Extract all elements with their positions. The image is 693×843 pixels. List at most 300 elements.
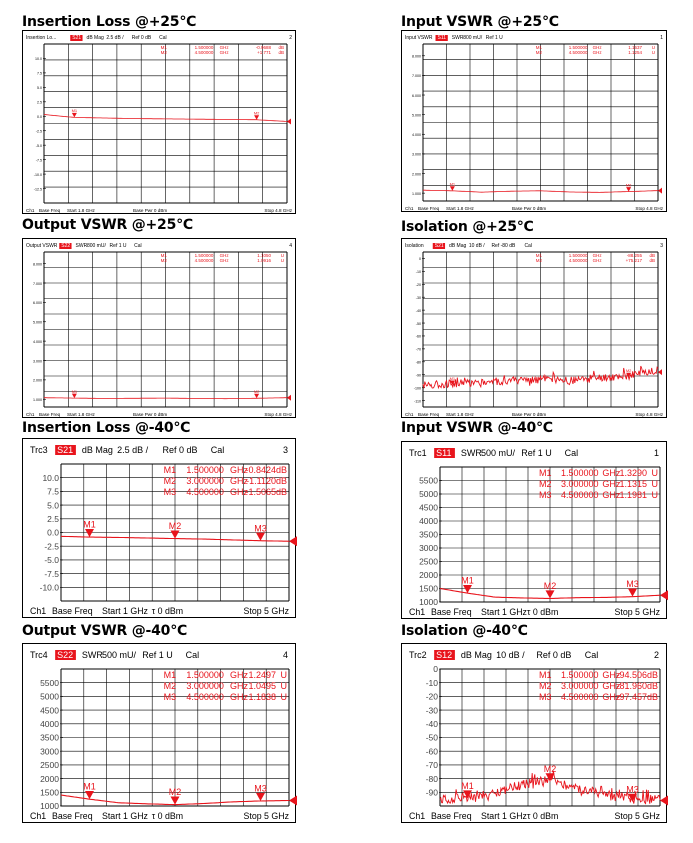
footer-stop: Stop 5 GHz	[614, 607, 660, 617]
marker-readout-name: M3	[163, 692, 177, 702]
y-tick-label: -30	[425, 705, 438, 716]
marker-readout-unit: GHz	[592, 45, 602, 50]
y-tick-label: 7.000	[412, 74, 421, 79]
chart-svg	[23, 644, 297, 824]
marker-readout-name: M2	[535, 50, 543, 55]
y-tick-label: 2.5	[47, 513, 59, 524]
footer-channel: Ch1	[30, 811, 47, 821]
y-tick-label: -2.5	[44, 541, 59, 552]
marker-readout-value: 1.0495	[248, 681, 276, 691]
marker-triangle	[72, 394, 77, 399]
marker-triangle	[626, 187, 631, 192]
y-tick-label: 2500	[40, 760, 59, 771]
marker-label: M3	[626, 579, 639, 590]
marker-readout-name: M1	[163, 465, 177, 475]
marker-label: M1	[449, 375, 456, 381]
marker-readout-name: M3	[539, 490, 552, 500]
footer-stop: Stop 4.8 GHz	[635, 412, 663, 417]
chart-title: Input VSWR @-40℃	[401, 420, 553, 436]
y-tick-label: -50	[415, 321, 421, 326]
y-tick-label: 4.000	[412, 133, 421, 138]
plot-grid	[44, 44, 287, 203]
marker-readout-freq: 4.500000	[568, 50, 588, 55]
marker-readout-name: M1	[160, 253, 167, 258]
footer-power: τ 0 dBm	[151, 606, 184, 616]
marker-readout-vunit: U	[280, 670, 287, 680]
reference-arrow	[289, 796, 297, 806]
marker-triangle	[171, 797, 180, 805]
footer-start: Start 1.8 GHz	[446, 412, 474, 417]
marker-readout-freq: 4.500000	[194, 50, 214, 55]
y-tick-label: -60	[425, 746, 438, 757]
marker-readout-vunit: U	[651, 468, 658, 478]
marker-label: M1	[449, 181, 456, 187]
y-tick-label: 10.0	[35, 57, 42, 62]
y-tick-label: -2.5	[35, 129, 42, 134]
marker-readout-freq: 1.500000	[194, 253, 214, 258]
y-tick-label: 8.000	[33, 262, 42, 267]
channel-number: 1	[653, 448, 659, 458]
y-tick-label: -10.0	[33, 172, 42, 177]
marker-triangle	[628, 589, 637, 597]
scale-label: 800 mU/	[463, 35, 483, 41]
footer-base-freq: Base Freq	[52, 606, 93, 616]
y-tick-label: 7.000	[33, 281, 42, 286]
footer-start: Start 1 GHz	[102, 606, 148, 616]
y-tick-label: 6.000	[33, 301, 42, 306]
marker-triangle	[546, 590, 555, 598]
marker-readout-vunit: U	[651, 50, 655, 55]
marker-readout-unit: GHz	[592, 253, 602, 258]
chart-svg	[23, 31, 297, 215]
marker-readout-value: +75.217	[625, 258, 642, 263]
trace-name: Output VSWR	[26, 243, 58, 249]
y-tick-label: 6.000	[412, 93, 421, 98]
y-tick-label: -30	[415, 295, 421, 300]
marker-readout-freq: 4.500000	[186, 692, 224, 702]
analyzer-panel	[401, 643, 667, 823]
marker-label: M2	[168, 787, 182, 798]
param-label: S21	[434, 243, 444, 249]
footer-base-freq: Base Freq	[52, 811, 93, 821]
reference-arrow	[658, 369, 662, 375]
ref-label: Ref -80 dB	[491, 243, 516, 249]
footer-base-freq: Base Freq	[39, 208, 61, 213]
footer-channel: Ch1	[26, 208, 35, 213]
footer-power: Base Pwr 0 dBm	[512, 206, 547, 211]
trace-name: Insertion Lo...	[26, 35, 57, 41]
marker-readout-vunit: U	[280, 253, 284, 258]
marker-readout-vunit: U	[280, 692, 287, 702]
analyzer-panel	[22, 643, 296, 823]
marker-readout-value: -0.9688	[255, 45, 271, 50]
trace-name: Trc2	[409, 650, 427, 660]
marker-readout-name: M1	[160, 45, 167, 50]
chart-title: Insertion Loss @-40℃	[22, 420, 191, 436]
marker-readout-value: +1.771	[257, 50, 271, 55]
y-tick-label: -50	[425, 732, 438, 743]
channel-number: 1	[660, 35, 663, 41]
marker-readout-unit: GHz	[229, 476, 248, 486]
marker-readout-value: -97.457	[616, 692, 647, 702]
marker-readout-freq: 4.500000	[194, 258, 214, 263]
y-tick-label: -90	[425, 787, 438, 798]
marker-readout-unit: GHz	[229, 670, 248, 680]
marker-readout-value: 1.1254	[628, 50, 642, 55]
y-tick-label: 1000	[419, 597, 438, 608]
footer-power: τ 0 dBm	[151, 811, 184, 821]
marker-readout-vunit: U	[280, 681, 287, 691]
reference-arrow	[289, 536, 297, 546]
format-label: dB Mag	[460, 650, 492, 660]
cal-label: Cal	[210, 445, 225, 455]
marker-readout-value: 1.1637	[628, 45, 642, 50]
channel-number: 3	[282, 445, 288, 455]
chart-title: Insertion Loss @+25℃	[22, 14, 197, 30]
ref-label: Ref 1 U	[142, 650, 173, 660]
marker-readout-name: M2	[539, 681, 552, 691]
marker-triangle	[256, 793, 265, 801]
chart-svg	[402, 644, 668, 824]
marker-readout-name: M3	[163, 487, 177, 497]
analyzer-panel	[401, 441, 667, 619]
footer-power: τ 0 dBm	[527, 607, 559, 617]
chart-svg	[23, 439, 297, 619]
footer-channel: Ch1	[405, 412, 414, 417]
marker-readout-vunit: dB	[646, 692, 658, 702]
y-tick-label: -60	[415, 334, 421, 339]
marker-readout-unit: GHz	[602, 490, 621, 500]
footer-channel: Ch1	[409, 607, 426, 617]
y-tick-label: -5.0	[35, 143, 42, 148]
marker-readout-unit: GHz	[229, 465, 248, 475]
marker-label: M1	[83, 519, 96, 530]
footer-start: Start 1.8 GHz	[446, 206, 474, 211]
marker-readout-vunit: dB	[646, 681, 658, 691]
y-tick-label: -100	[413, 386, 421, 391]
marker-readout-unit: GHz	[229, 692, 248, 702]
marker-label: M2	[168, 521, 182, 532]
marker-readout-freq: 4.500000	[561, 692, 599, 702]
marker-readout-freq: 3.000000	[186, 681, 224, 691]
marker-label: M1	[71, 108, 78, 114]
marker-readout-value: -88.255	[626, 253, 642, 258]
y-tick-label: -80	[425, 773, 438, 784]
param-label: S12	[436, 650, 453, 660]
y-tick-label: 3500	[419, 529, 438, 540]
y-tick-label: -40	[415, 308, 421, 313]
marker-readout-unit: GHz	[592, 50, 602, 55]
format-label: dB Mag	[81, 445, 113, 455]
trace-name: Trc4	[30, 650, 48, 660]
y-tick-label: 1.000	[33, 398, 42, 402]
y-tick-label: -10	[425, 677, 438, 688]
y-tick-label: 2000	[40, 773, 59, 784]
marker-readout-vunit: dB	[278, 50, 284, 55]
trace-name: Trc1	[409, 448, 427, 458]
y-tick-label: 5500	[40, 677, 59, 688]
marker-label: M2	[543, 763, 557, 774]
scale-label: 800 mU/	[86, 243, 106, 249]
marker-readout-freq: 4.500000	[186, 487, 224, 497]
footer-power: Base Pwr 0 dBm	[133, 412, 168, 417]
cal-label: Cal	[524, 243, 532, 249]
footer-base-freq: Base Freq	[39, 412, 61, 417]
marker-label: M1	[461, 575, 474, 586]
y-tick-label: -40	[425, 718, 438, 729]
cal-label: Cal	[185, 650, 200, 660]
format-label: SWR	[451, 35, 464, 41]
channel-number: 2	[653, 650, 659, 660]
footer-stop: Stop 4.8 GHz	[264, 412, 292, 417]
marker-readout-name: M2	[160, 50, 167, 55]
marker-readout-freq: 1.500000	[186, 465, 224, 475]
marker-triangle	[254, 115, 259, 120]
marker-readout-vunit: U	[651, 490, 658, 500]
marker-readout-name: M1	[163, 670, 177, 680]
marker-label: M2	[543, 581, 557, 592]
chart-title: Output VSWR @-40℃	[22, 623, 187, 639]
y-tick-label: 0	[419, 257, 421, 262]
marker-triangle	[254, 394, 259, 399]
chart-svg	[23, 239, 297, 419]
trace-name: Trc3	[30, 445, 48, 455]
analyzer-panel	[22, 438, 296, 618]
y-tick-label: 5.000	[412, 113, 421, 118]
footer-start: Start 1 GHz	[481, 811, 527, 821]
y-tick-label: 1500	[40, 787, 59, 798]
marker-label: M2	[253, 389, 260, 395]
param-label: S22	[61, 243, 71, 249]
marker-readout-unit: GHz	[602, 479, 621, 489]
y-tick-label: 4500	[40, 705, 59, 716]
marker-readout-freq: 1.500000	[561, 468, 599, 478]
y-tick-label: -10	[415, 270, 421, 275]
y-tick-label: -90	[415, 373, 421, 378]
marker-readout-value: 1.1050	[257, 253, 271, 258]
cal-label: Cal	[584, 650, 599, 660]
channel-number: 3	[660, 243, 663, 249]
scale-label: 2.5 dB /	[117, 445, 149, 455]
marker-readout-unit: GHz	[219, 258, 229, 263]
y-tick-label: 2.000	[412, 172, 421, 177]
ref-label: Ref 1 U	[521, 448, 552, 458]
marker-readout-freq: 3.000000	[561, 681, 599, 691]
footer-start: Start 1.8 GHz	[67, 208, 95, 213]
ref-label: Ref 0 dB	[131, 35, 152, 41]
marker-label: M3	[626, 784, 639, 795]
ref-label: Ref 0 dB	[162, 445, 198, 455]
analyzer-panel	[401, 30, 667, 212]
y-tick-label: 10.0	[42, 472, 59, 483]
marker-readout-name: M1	[539, 670, 552, 680]
footer-stop: Stop 5 GHz	[243, 811, 289, 821]
y-tick-label: -5.0	[44, 555, 59, 566]
marker-readout-value: 1.0916	[257, 258, 271, 263]
marker-readout-vunit: dB	[275, 465, 287, 475]
y-tick-label: -20	[415, 283, 421, 288]
footer-channel: Ch1	[409, 811, 426, 821]
y-tick-label: -12.5	[33, 187, 42, 192]
y-tick-label: 4000	[40, 718, 59, 729]
marker-readout-vunit: dB	[275, 476, 287, 486]
y-tick-label: 4.000	[33, 339, 42, 344]
marker-readout-vunit: dB	[649, 258, 655, 263]
marker-readout-name: M1	[539, 468, 552, 478]
scale-label: 2.5 dB /	[106, 35, 124, 41]
marker-label: M2	[625, 368, 632, 374]
analyzer-panel	[401, 238, 667, 418]
trace-name: Isolation	[405, 243, 424, 249]
reference-arrow	[660, 796, 668, 806]
reference-arrow	[287, 395, 291, 401]
param-label: S21	[57, 445, 74, 455]
footer-stop: Stop 5 GHz	[243, 606, 289, 616]
y-tick-label: -110	[414, 399, 421, 404]
y-tick-label: -20	[425, 691, 438, 702]
marker-readout-unit: GHz	[229, 487, 248, 497]
footer-power: Base Pwr 0 dBm	[133, 208, 168, 213]
scale-label: 10 dB /	[496, 650, 525, 660]
channel-number: 4	[282, 650, 288, 660]
y-tick-label: 3000	[40, 746, 59, 757]
marker-readout-freq: 3.000000	[561, 479, 599, 489]
footer-power: Base Pwr 0 dBm	[512, 412, 547, 417]
y-tick-label: 5000	[40, 691, 59, 702]
footer-base-freq: Base Freq	[418, 412, 440, 417]
y-tick-label: 7.5	[47, 486, 59, 497]
marker-readout-vunit: dB	[278, 45, 284, 50]
marker-label: M1	[83, 781, 96, 792]
footer-channel: Ch1	[26, 412, 35, 417]
y-tick-label: -10.0	[39, 582, 59, 593]
marker-readout-value: -0.8424	[245, 465, 276, 475]
marker-readout-vunit: U	[651, 45, 655, 50]
ref-label: Ref 1 U	[109, 243, 127, 249]
marker-readout-vunit: U	[651, 479, 658, 489]
y-tick-label: 8.000	[412, 54, 421, 59]
y-tick-label: 3500	[40, 732, 59, 743]
format-label: SWR	[460, 448, 482, 458]
marker-readout-unit: GHz	[219, 50, 229, 55]
scale-label: 500 mU/	[102, 650, 137, 660]
y-tick-label: 1000	[40, 801, 59, 812]
marker-triangle	[256, 533, 265, 541]
y-tick-label: 0.0	[47, 527, 59, 538]
footer-stop: Stop 4.8 GHz	[264, 208, 292, 213]
marker-label: M3	[254, 783, 267, 794]
marker-readout-value: -1.5065	[245, 487, 276, 497]
y-tick-label: 2.5	[37, 100, 42, 105]
footer-start: Start 1 GHz	[481, 607, 527, 617]
reference-arrow	[660, 590, 668, 600]
marker-readout-value: 1.1315	[619, 479, 647, 489]
marker-label: M2	[625, 182, 632, 188]
marker-readout-freq: 1.500000	[568, 253, 588, 258]
footer-base-freq: Base Freq	[431, 607, 472, 617]
format-label: dB Mag	[449, 243, 467, 249]
y-tick-label: 2500	[419, 556, 438, 567]
ref-label: Ref 0 dB	[536, 650, 572, 660]
chart-title: Output VSWR @+25℃	[22, 217, 193, 233]
marker-readout-value: 1.1981	[619, 490, 647, 500]
marker-readout-name: M2	[160, 258, 167, 263]
y-tick-label: 2.000	[33, 378, 42, 383]
y-tick-label: 7.5	[37, 71, 42, 76]
marker-label: M2	[253, 110, 260, 116]
marker-readout-freq: 1.500000	[561, 670, 599, 680]
y-tick-label: 0.0	[37, 115, 42, 120]
marker-readout-name: M2	[535, 258, 543, 263]
chart-title: Isolation @-40℃	[401, 623, 528, 639]
y-tick-label: -70	[415, 347, 421, 352]
footer-base-freq: Base Freq	[418, 206, 440, 211]
chart-svg	[402, 31, 668, 213]
channel-number: 2	[289, 35, 292, 41]
format-label: SWR	[75, 243, 88, 249]
marker-readout-unit: GHz	[592, 258, 602, 263]
marker-label: M1	[71, 388, 78, 394]
marker-readout-freq: 3.000000	[186, 476, 224, 486]
y-tick-label: 1500	[419, 583, 438, 594]
param-label: S11	[437, 35, 447, 41]
footer-channel: Ch1	[405, 206, 414, 211]
reference-arrow	[287, 118, 291, 124]
footer-channel: Ch1	[30, 606, 47, 616]
footer-start: Start 1 GHz	[102, 811, 148, 821]
marker-readout-unit: GHz	[602, 692, 621, 702]
chart-title: Isolation @+25℃	[401, 219, 534, 235]
marker-readout-name: M3	[539, 692, 552, 702]
scale-label: 500 mU/	[481, 448, 516, 458]
format-label: dB Mag	[86, 35, 104, 41]
format-label: SWR	[81, 650, 103, 660]
cal-label: Cal	[134, 243, 142, 249]
y-tick-label: 5000	[419, 489, 438, 500]
marker-readout-freq: 4.500000	[561, 490, 599, 500]
cal-label: Cal	[159, 35, 167, 41]
y-tick-label: -80	[415, 360, 421, 365]
chart-title: Input VSWR @+25℃	[401, 14, 559, 30]
y-tick-label: 5.0	[37, 86, 42, 91]
chart-svg	[402, 442, 668, 620]
marker-readout-name: M2	[163, 681, 177, 691]
marker-triangle	[72, 113, 77, 118]
y-tick-label: -7.5	[35, 158, 42, 163]
marker-readout-unit: GHz	[602, 681, 621, 691]
marker-readout-value: 1.2497	[248, 670, 276, 680]
marker-triangle	[628, 794, 637, 802]
footer-base-freq: Base Freq	[431, 811, 472, 821]
footer-start: Start 1.8 GHz	[67, 412, 95, 417]
plot-grid	[423, 44, 658, 201]
param-label: S11	[436, 448, 452, 458]
marker-readout-value: 1.1838	[248, 692, 276, 702]
marker-label: M1	[461, 781, 474, 792]
y-tick-label: 4000	[419, 516, 438, 527]
y-tick-label: 5.000	[33, 320, 42, 325]
y-tick-label: 3000	[419, 543, 438, 554]
y-tick-label: 5500	[419, 475, 438, 486]
cal-label: Cal	[564, 448, 579, 458]
marker-readout-name: M1	[535, 253, 543, 258]
marker-readout-value: -1.1120	[246, 476, 276, 486]
marker-triangle	[85, 791, 94, 799]
marker-triangle	[85, 529, 94, 537]
y-tick-label: -7.5	[44, 568, 59, 579]
marker-readout-value: -81.960	[616, 681, 647, 691]
marker-triangle	[171, 530, 180, 538]
